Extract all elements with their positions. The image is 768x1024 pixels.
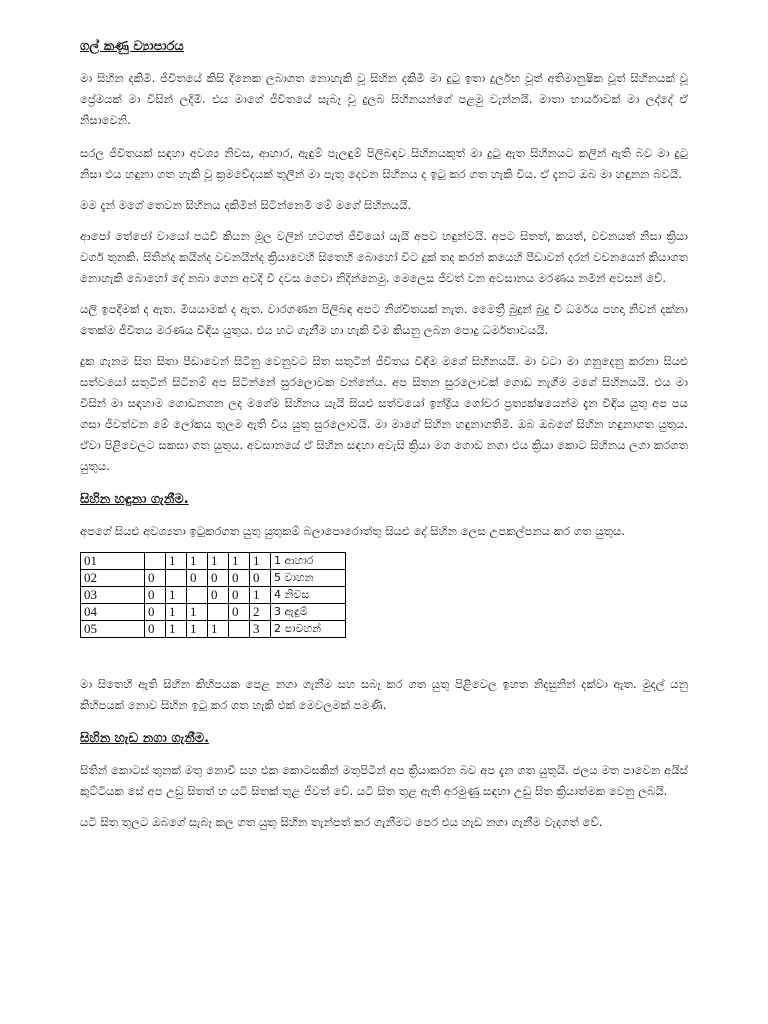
table-cell: 2 [250, 604, 271, 621]
table-row [81, 621, 346, 638]
table-cell: 02 [81, 570, 145, 587]
table-cell: 1 [229, 553, 250, 570]
table-cell [145, 553, 166, 570]
paragraph: මා සිහින දකිමි. ජීවිතයේ කිසි දිනෙක ලබාගත නොහැකි වූ සිහින දකිමි මා දුටු ඉතා දුර්ලභ වූත් අතිමානුෂික වූත් සිහිනයක් වූ ප්‍රේමයක් මා විසින් ලදිමි. එය මාගේ ජීවිතයේ සැබෑ වූ දුලබ සිහිනයන්ගේ පළමු වැන්නයි. මාතා භාර්යාවක් මා ලද්දේ ඒ නිසාවෙනි. [80, 71, 688, 127]
table-cell: 1 [166, 621, 187, 638]
paragraph: සරල ජීවිතයක් සඳහා අවශ්‍ය නිවස, ආහාර, ඇඳුම් පැලඳුම් පිලිබඳව සිහිනයකුත් මා දුටු ඇත සිහිනයට කලින් ඇති බව මා දුටු නිසා එය හඳුනා ගත හැකි වූ ක්‍රමවේදයක් තුලින් මා පැතූ දෙවන සිහිනය ද ඉටු කර ගත හැකි විය. ඒ දැනට ඔබ මා හඳුනන බවයි. [80, 146, 688, 181]
section-heading-identify-dreams: සිහින හඳුනා ගැනීම. [80, 492, 189, 507]
paragraph: දුක ගැනම සිත සිතා පීඩාවෙන් සිටිනු වෙනුවට සිත සතුටින් ජීවිතය විඳීම මගේ සිහිනයයි. මා වටා මා ගනුදෙනු කරනා සියළු සත්වයෝ සතුටින් සිටිනම් අප සිටින්නේ සුරලොවක වන්නේය. අප සිතන සුරලොවක් ගොඩ නැගීම මගේ සිහිනයයි. එය මා විසින් මා සඳහාම ගොඩනගන ලද මගේම සිහිනය යැයි සියළු සත්වයෝ ඉන්ද්‍රිය ගෝචර ප්‍රත්‍යක්ෂයෙන්ම දැන විඳිය යුතු අප පය ගසා ජීවත්වන මේ ලෝකය තුලම ඇති විය යුතු සුරලොවයි. මා මාගේ සිහින හඳුනාගතිමි. ඔබ ඔබගේ සිහින හඳුනාගත යුතුය. ඒවා පිළිවෙලට සකසා ගත යුතුය. අවසානයේ ඒ සිහින සඳහා අවැසි ක්‍රියා මග ගොඩ නගා එය ක්‍රියා කොට සිහිනය ලගා කරගත යුතුය. [80, 354, 688, 473]
section-heading-shape-dreams: සිහින හැඩ නගා ගැනීම. [80, 731, 210, 746]
table-cell: 3 ඇඳුම් [271, 604, 346, 621]
table-cell: 1 [208, 553, 229, 570]
paragraph: සිතින් කොටස් තුනක් මතු නොවී සහ එක කොටසකින් මතුපිටින් අප ක්‍රියාකරන බව අප දැන ගත යුතුයි. ජලය මත පාවෙන අයිස් කුට්ටියක සේ අප උඩු සිතත් හ යටි සිතක් තුළ ජීවත් වේ. යටි සිත තුළ ඇති අරමුණු සඳහා උඩු සිත ක්‍රියාත්මක වෙනු ලබයි. [80, 763, 688, 798]
table-row [81, 587, 346, 604]
table-cell: 0 [229, 604, 250, 621]
section-heading-business: ගල් කණු ව්‍යාපාරය [80, 39, 184, 54]
table-cell: 1 [250, 553, 271, 570]
table-cell: 5 වාහන [271, 570, 346, 587]
table-cell: 1 [187, 604, 208, 621]
table-cell: 04 [81, 604, 145, 621]
table-cell: 0 [145, 621, 166, 638]
table-cell: 0 [250, 570, 271, 587]
table-row [81, 553, 346, 570]
table-cell: 1 [208, 621, 229, 638]
table-cell: 1 [187, 553, 208, 570]
table-cell: 0 [145, 570, 166, 587]
table-cell: 05 [81, 621, 145, 638]
table-cell: 1 [166, 587, 187, 604]
table-cell: 1 [166, 604, 187, 621]
table-cell [187, 587, 208, 604]
document-page [80, 38, 688, 843]
table-row [81, 604, 346, 621]
table-cell: 03 [81, 587, 145, 604]
table-cell: 0 [145, 604, 166, 621]
paragraph: මම දැන් මගේ තෙවන සිහිනය දකිමින් සිටින්නෙමි මේ මගේ සිහිනයයි. [80, 198, 412, 212]
paragraph: යලි ඉපදීමක් ද ඇත. මියයාමක් ද ඇත. වාරගණන පිලිබඳ අපට නිශ්චිතයක් නැත. මෛත්‍රී බුදුන් බුදු වී ධර්මය පහදා නිවන් දක්නා තෙක්ම ජීවිතය මරණය විඳිය යුතුය. එය හට ගැනීම හා හැකි වීම කියනු ලබන පොදු ධර්මතාවයයි. [80, 302, 688, 337]
paragraph: යටි සිත තුලට ඔබගේ සැබෑ කල ගත යුතු සිහින තැන්පත් කර ගැනීමට පෙර එය හැඩ නගා ගැනීම වැදගත් වේ. [80, 815, 603, 829]
table-cell: 4 නිවස [271, 587, 346, 604]
table-cell: 0 [187, 570, 208, 587]
table-cell: 1 ආහාර [271, 553, 346, 570]
table-cell: 01 [81, 553, 145, 570]
table-cell [208, 604, 229, 621]
priority-table [80, 552, 346, 638]
paragraph: ආපෝ තේජෝ වායෝ පඨවි කියන මූල වලින් හටගත් ජීවියෝ යැයි අපව හඳුන්වයි. අපට සිතත්, කයත්, වචනයත් නිසා ක්‍රියා වර්ග තුනකි. සිතින්ද කයින්ද වචනයින්ද ක්‍රියාවෙහි සිතෙහි බොහෝ විට දුක් තද කරන් කයෙහි පීඩාවන් දරන් වචනයෙන් කියාගත නොහැකි බොහෝ දේ නබා ගෙන අවදි වී දවස ගෙවා නිදින්නෙමු. මෙලෙස ජීවත් වන අවසානය මරණය නමින් අවසන් වේ. [80, 229, 688, 285]
table-cell: 1 [166, 553, 187, 570]
table-cell: 3 [250, 621, 271, 638]
paragraph: මා සිතෙහි ඇති සිහින කිහිපයක පෙළ නගා ගැනීම සහ සබෑ කර ගත යුතු පිළිවෙල ඉහත නිදසුනින් දක්වා ඇත. මුදල් යනු කිහිපයක් නොව සිහින ඉටු කර ගත හැකි එක් මෙවලමක් පමණි. [80, 677, 688, 712]
table-cell: 0 [229, 570, 250, 587]
table-cell: 0 [145, 587, 166, 604]
table-cell: 2 පාවහන් [271, 621, 346, 638]
table-cell [229, 621, 250, 638]
paragraph: අපගේ සියළු අවශ්‍යතා ඉටුකරගත යුතු යුතුකම් බලාපොරොත්තු සියළු දේ සිහින ලෙස උපකල්පනය කර ගත යුතුය. [80, 524, 626, 538]
table-row [81, 570, 346, 587]
table-cell [166, 570, 187, 587]
table-cell: 0 [208, 587, 229, 604]
table-cell: 1 [187, 621, 208, 638]
table-cell: 0 [229, 587, 250, 604]
table-cell: 1 [250, 587, 271, 604]
table-cell: 0 [208, 570, 229, 587]
